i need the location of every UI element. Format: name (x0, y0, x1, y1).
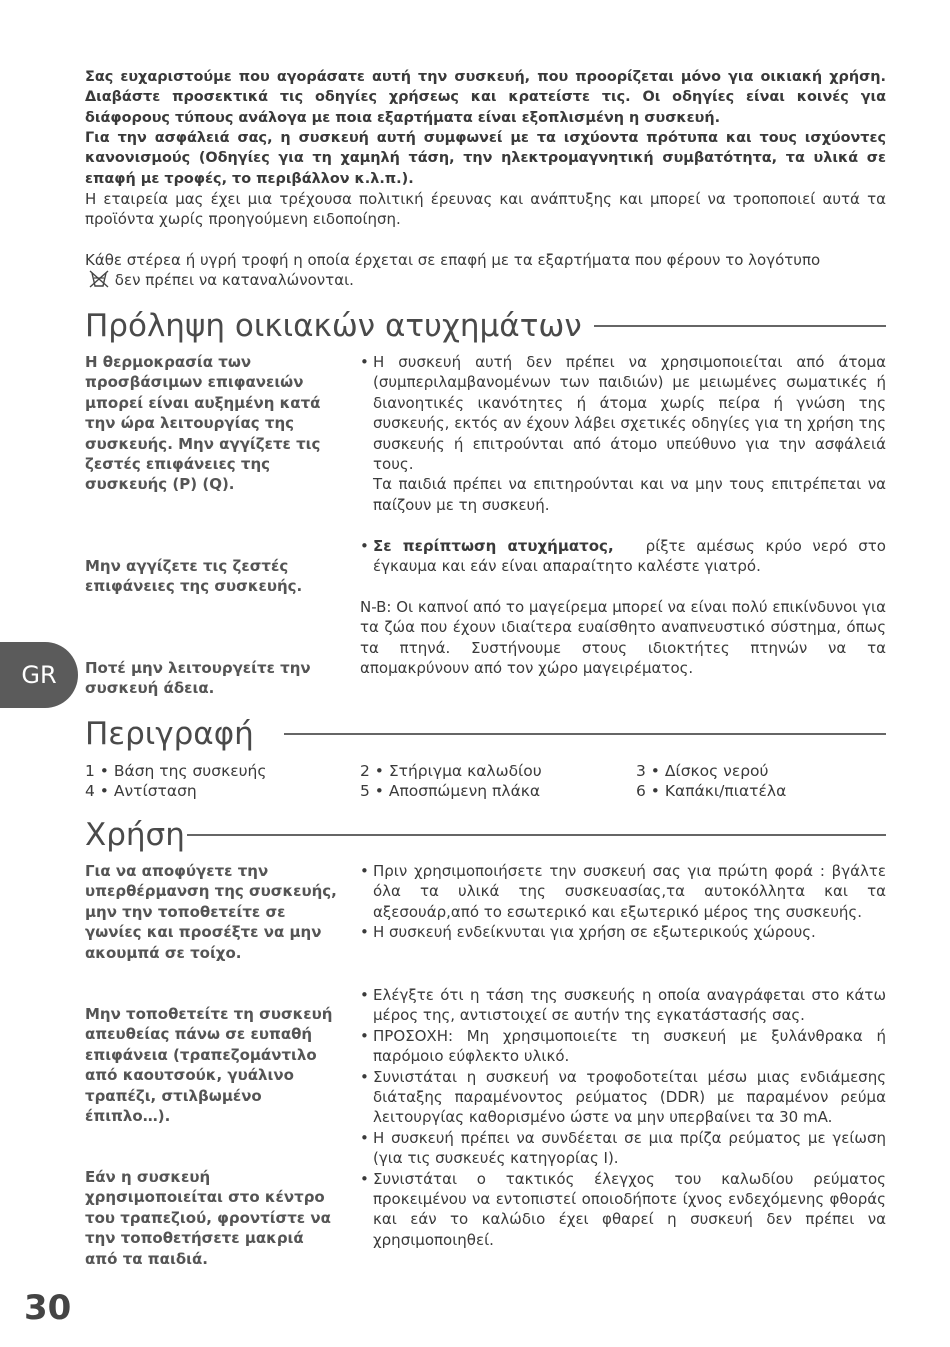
list-item: • Πριν χρησιμοποιήσετε την συσκευή σας για πρώτη φορά : βγάλτε όλα τα υλικά της συσκευασίας,τα αυτοκόλλητα και τα αξεσουάρ,από το εσωτερικό και εξωτερικό μέρος της συσκευής. (360, 861, 886, 922)
description-item-6: 6 • Καπάκι/πιατέλα (636, 782, 787, 800)
accident-text: ρίξτε αμέσως κρύο νερό στο έγκαυμα και εάν είναι απαραίτητο καλέστε γιατρό. (373, 537, 886, 576)
list-item: • Η συσκευή αυτή δεν πρέπει να χρησιμοποιείται από άτομα (συμπεριλαμβανομένων των παιδιών) με μειωμένες σωματικές ή διανοητικές ικανότητες ή άτομα χωρίς πείρα ή γνώση της συσκευής, εκτός αν έχουν λάβει σχετικές οδηγίες για τη χρήση της συσκευής ή επιτρούνται από άτομο υπεύθυνο για την ασφάλειά τους. (360, 352, 886, 474)
language-tab: GR (0, 642, 78, 708)
section-heading-description (85, 713, 886, 755)
use-bullets-first (360, 861, 886, 943)
not-for-food-icon (88, 270, 110, 288)
accident-bold-text: Σε περίπτωση ατυχήματος, (373, 537, 614, 555)
description-item-4: 4 • Αντίσταση (85, 782, 197, 800)
side-note-children: Εάν η συσκευή χρησιμοποιείται στο κέντρο του τραπεζιού, φροντίστε να την τοποθετήσετε μακριά από τα παιδιά. (85, 1168, 331, 1268)
list-item: • ΠΡΟΣΟΧΗ: Μη χρησιμοποιείτε τη συσκευή με ξυλάνθρακα ή παρόμοιο εύφλεκτο υλικό. (360, 1026, 886, 1067)
page-number: 30 (24, 1288, 72, 1328)
intro-paragraph-2: Για την ασφάλειά σας, η συσκευή αυτή συμφωνεί με τα ισχύοντα πρότυπα και τους ισχύοντες κανονισμούς (Οδηγίες για τη χαμηλή τάση, την ηλεκτρομαγνητική συμβατότητα, τα υλικά σε επαφή με τροφές, το περιβάλλον κ.λ.π.). (85, 130, 886, 187)
intro-paragraph-4-text-a: Κάθε στέρεα ή υγρή τροφή η οποία έρχεται σε επαφή με τα εξαρτήματα που φέρουν το λογότυπο (85, 251, 821, 269)
section-heading-prevention (85, 305, 886, 347)
description-item-2: 2 • Στήριγμα καλωδίου (360, 762, 542, 780)
prevention-nb-note: N-B: Οι καπνοί από το μαγείρεμα μπορεί να είναι πολύ επικίνδυνοι για τα ζώα που έχουν ιδιαίτερα ευαίσθητο αναπνευστικό σύστημα, όπως τα πτηνά. Συστήνουμε στους ιδιοκτήτες πτηνών να τα απομακρύνουν από τον χώρο μαγειρέματος. (360, 598, 886, 678)
description-item-1: 1 • Βάση της συσκευής (85, 762, 267, 780)
list-item: • Ελέγξτε ότι η τάση της συσκευής η οποία αναγράφεται στο κάτω μέρος της, αντιστοιχεί σε αυτήν της εγκατάστασής σας. (360, 985, 886, 1026)
section-title-prevention: Πρόληψη οικιακών ατυχημάτων (85, 308, 582, 344)
list-item: • Η συσκευή πρέπει να συνδέεται σε μια πρίζα ρεύματος με γείωση (για τις συσκευές κατηγορίας I). (360, 1128, 886, 1169)
side-note-hot-surfaces: Η θερμοκρασία των προσβάσιμων επιφανειών μπορεί είναι αυξημένη κατά την ώρα λειτουργίας της συσκευής. Μην αγγίζετε τις ζεστές επιφάνειες της συσκευής (P) (Q). (85, 353, 321, 494)
prevention-bullet-persons (360, 352, 886, 515)
side-note-do-not-touch: Μην αγγίζετε τις ζεστές επιφάνειες της συσκευής. (85, 557, 303, 596)
section-title-use: Χρήση (85, 817, 185, 853)
heading-rule (187, 834, 886, 836)
intro-paragraph-3: Η εταιρεία μας έχει μια τρέχουσα πολιτική έρευνας και ανάπτυξης και μπορεί να τροποποιεί αυτά τα προϊόντα χωρίς προηγούμενη ειδοποίηση. (85, 190, 886, 229)
list-item-continuation: Τα παιδιά πρέπει να επιτηρούνται και να μην τους επιτρέπεται να παίζουν με τη συσκευή. (373, 475, 886, 514)
intro-paragraph-1: Σας ευχαριστούμε που αγοράσατε αυτή την συσκευή, που προορίζεται μόνο για οικιακή χρήση. Διαβάστε προσεκτικά τις οδηγίες χρήσεως και κρατείστε τις. Οι οδηγίες είναι κοινές για διάφορους τύπους ανάλογα με ποια εξαρτήματα είναι εξοπλισμένη η συσκευή. (85, 69, 886, 126)
side-note-overheating: Για να αποφύγετε την υπερθέρμανση της συσκευής, μην την τοποθετείτε σε γωνίες και προσέξτε να μην ακουμπά σε τοίχο. (85, 862, 337, 962)
section-heading-use (85, 814, 886, 856)
description-item-3: 3 • Δίσκος νερού (636, 762, 769, 780)
side-note-not-empty: Ποτέ μην λειτουργείτε την συσκευή άδεια. (85, 659, 311, 698)
side-note-surface: Μην τοποθετείτε τη συσκευή απευθείας πάνω σε ευπαθή επιφάνεια (τραπεζομάντιλο από καουτσούκ, γυάλινο τραπέζι, στιλβωμένο έπιπλο…). (85, 1005, 333, 1126)
list-item (360, 536, 886, 577)
prevention-bullet-accident (360, 536, 886, 577)
intro-paragraph-4-text-b: δεν πρέπει να καταναλώνονται. (114, 271, 354, 290)
section-title-description: Περιγραφή (85, 716, 254, 752)
heading-rule (284, 733, 886, 735)
description-item-5: 5 • Αποσπώμενη πλάκα (360, 782, 541, 800)
intro-paragraph-4 (85, 250, 886, 291)
use-bullets-second (360, 985, 886, 1250)
list-item: • Συνιστάται ο τακτικός έλεγχος του καλωδίου ρεύματος προκειμένου να εντοπιστεί οποιοδήποτε ίχνος ενδεχόμενης φθοράς και εάν το καλώδιο έχει φθαρεί η συσκευή δεν πρέπει να χρησιμοποιηθεί. (360, 1169, 886, 1251)
list-item: • Η συσκευή ενδείκνυται για χρήση σε εξωτερικούς χώρους. (360, 922, 886, 942)
list-item: • Συνιστάται η συσκευή να τροφοδοτείται μέσω μιας ενδιάμεσης διάταξης παραμένοντος ρεύματος (DDR) με παραμένον ρεύμα λειτουργίας καθορισμένο ώστε να μην υπερβαίνει τα 30 mA. (360, 1067, 886, 1128)
heading-rule (594, 325, 886, 327)
